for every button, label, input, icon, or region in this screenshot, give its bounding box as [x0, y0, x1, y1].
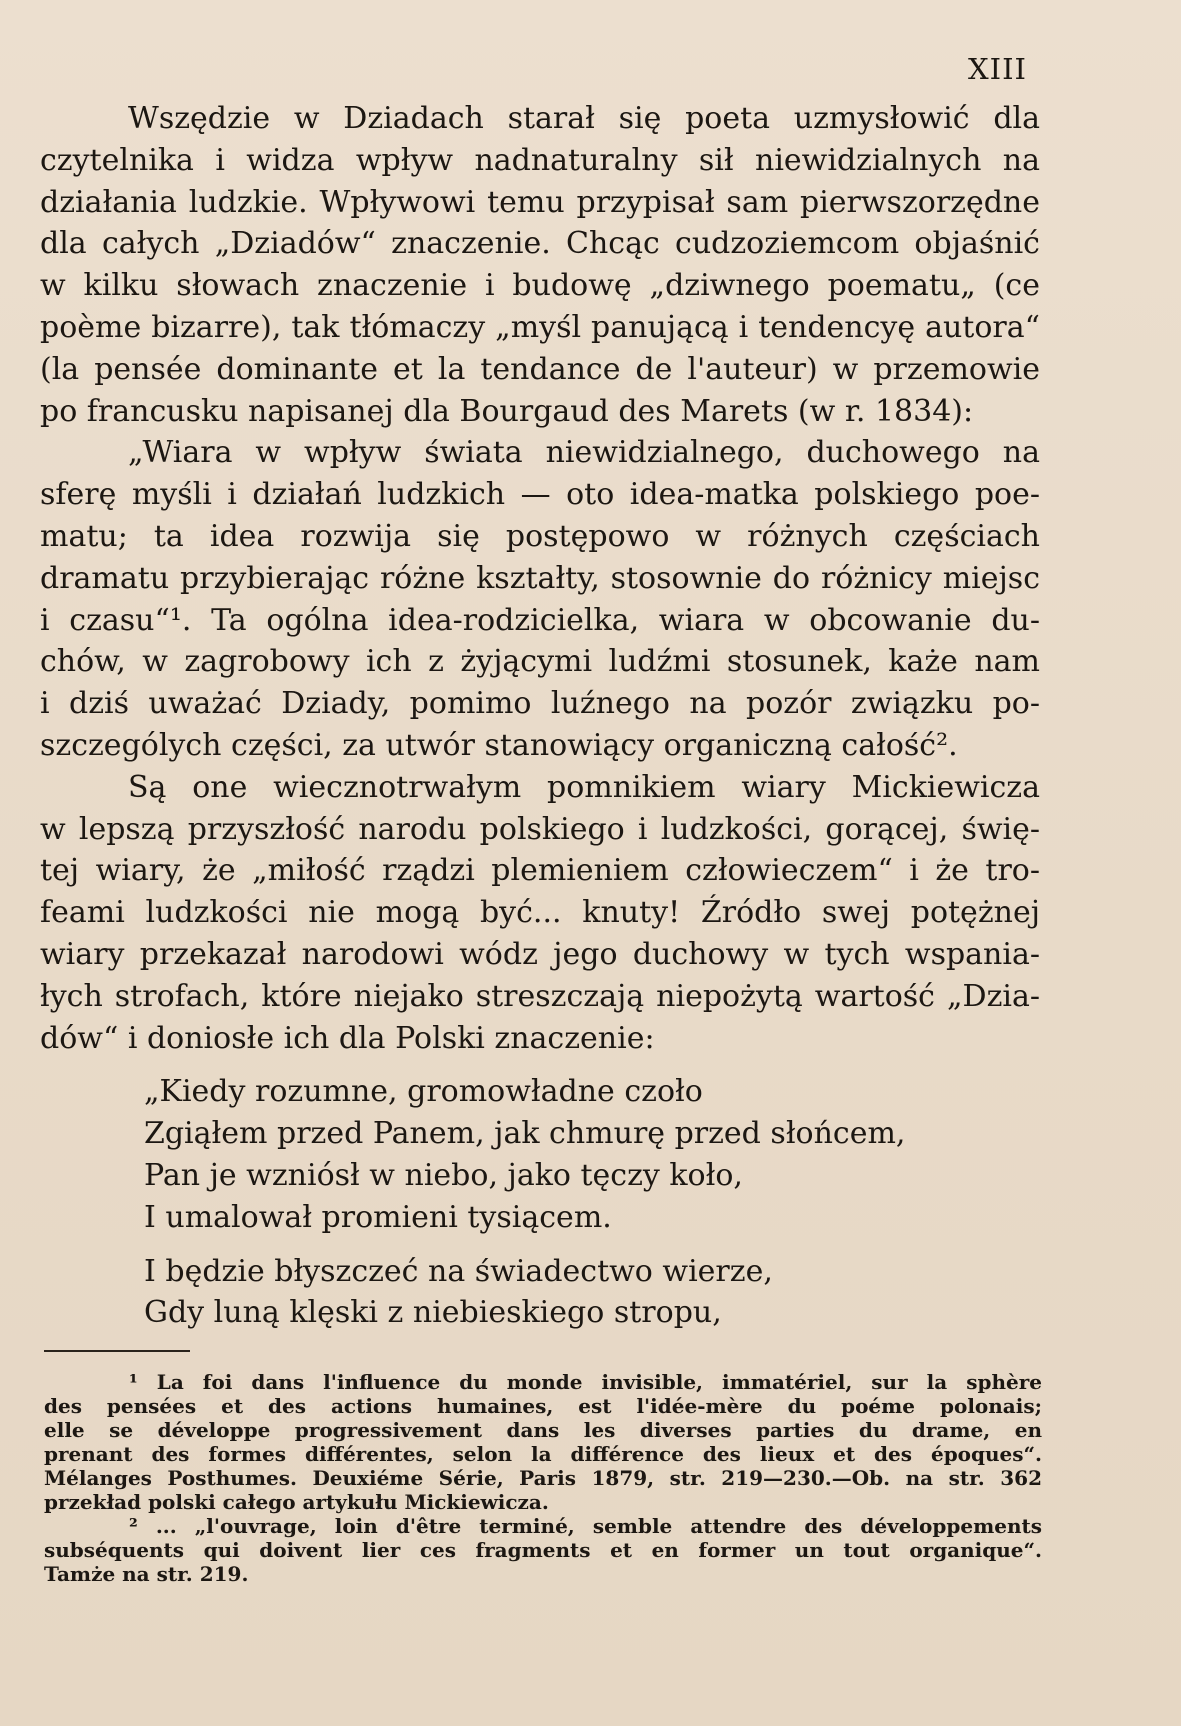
- text-line: (la pensée dominante et la tendance de l'auteur) w przemowie: [40, 351, 1040, 387]
- text-line: dów“ i doniosłe ich dla Polski znaczenie:: [40, 1020, 655, 1056]
- text-line: tej wiary, że „miłość rządzi plemieniem człowieczem“ i że tro-: [40, 853, 1040, 889]
- text-line: Wszędzie w Dziadach starał się poeta uzmysłowić dla: [128, 101, 1040, 136]
- footnote-line: przekład polski całego artykułu Mickiewicza.: [44, 1490, 549, 1514]
- text-line: działania ludzkie. Wpływowi temu przypisał sam pierwszorzędne: [40, 184, 1040, 220]
- text-line: sferę myśli i działań ludzkich — oto idea-matka polskiego poe-: [40, 477, 1040, 513]
- text-line: szczególych części, za utwór stanowiący organiczną całość².: [40, 727, 958, 763]
- poem-line: „Kiedy rozumne, gromowładne czoło: [144, 1074, 703, 1110]
- poem-line: Zgiąłem przed Panem, jak chmurę przed słońcem,: [144, 1116, 906, 1152]
- poem-line: Gdy luną klęski z niebieskiego stropu,: [144, 1295, 722, 1331]
- text-line: i dziś uważać Dziady, pomimo luźnego na pozór związku po-: [40, 686, 1040, 722]
- footnote-line: des pensées et des actions humaines, est l'idée-mère du poéme polonais;: [44, 1394, 1042, 1418]
- footnote-divider: [44, 1350, 190, 1352]
- text-line: „Wiara w wpływ świata niewidzialnego, duchowego na: [128, 435, 1040, 471]
- footnote-line: subséquents qui doivent lier ces fragments et en former un tout organique“.: [44, 1538, 1042, 1562]
- text-line: dla całych „Dziadów“ znaczenie. Chcąc cudzoziemcom objaśnić: [40, 226, 1040, 262]
- poem-line: I będzie błyszczeć na świadectwo wierze,: [144, 1253, 773, 1289]
- footnote-line: Tamże na str. 219.: [44, 1562, 249, 1586]
- text-line: feami ludzkości nie mogą być... knuty! Źródło swej potężnej: [40, 895, 1040, 931]
- footnote-line: Mélanges Posthumes. Deuxiéme Série, Paris 1879, str. 219—230.—Ob. na str. 362: [44, 1466, 1042, 1490]
- poem-line: I umalował promieni tysiącem.: [144, 1199, 612, 1235]
- text-line: w lepszą przyszłość narodu polskiego i ludzkości, gorącej, świę-: [40, 811, 1040, 847]
- footnote-line: elle se développe progressivement dans les diverses parties du drame, en: [44, 1418, 1042, 1442]
- text-line: wiary przekazał narodowi wódz jego duchowy w tych wspania-: [40, 936, 1040, 972]
- poem-line: Pan je wzniósł w niebo, jako tęczy koło,: [144, 1157, 743, 1193]
- text-line: dramatu przybierając różne kształty, stosownie do różnicy miejsc: [40, 560, 1040, 596]
- footnote-line: ² ... „l'ouvrage, loin d'être terminé, semble attendre des développements: [129, 1514, 1042, 1538]
- footnotes: [44, 1370, 1042, 1586]
- text-line: czytelnika i widza wpływ nadnaturalny sił niewidzialnych na: [40, 142, 1040, 178]
- text-line: poème bizarre), tak tłómaczy „myśl panującą i tendencyę autora“: [40, 309, 1040, 345]
- text-line: łych strofach, które niejako streszczają niepożytą wartość „Dzia-: [40, 978, 1040, 1014]
- footnote-line: ¹ La foi dans l'influence du monde invisible, immatériel, sur la sphère: [129, 1370, 1042, 1394]
- footnote-line: prenant des formes différentes, selon la différence des lieux et des époques“.: [44, 1442, 1042, 1466]
- text-line: w kilku słowach znaczenie i budowę „dziwnego poematu„ (ce: [40, 268, 1040, 304]
- text-line: i czasu“¹. Ta ogólna idea-rodzicielka, wiara w obcowanie du-: [40, 602, 1040, 638]
- text-line: chów, w zagrobowy ich z żyjącymi ludźmi stosunek, każe nam: [40, 644, 1040, 680]
- text-line: matu; ta idea rozwija się postępowo w różnych częściach: [40, 518, 1040, 554]
- text-line: po francusku napisanej dla Bourgaud des Marets (w r. 1834):: [40, 393, 974, 429]
- text-line: Są one wiecznotrwałym pomnikiem wiary Mickiewicza: [128, 769, 1040, 805]
- page-number: XIII: [968, 52, 1028, 86]
- main-text: [40, 98, 1040, 1334]
